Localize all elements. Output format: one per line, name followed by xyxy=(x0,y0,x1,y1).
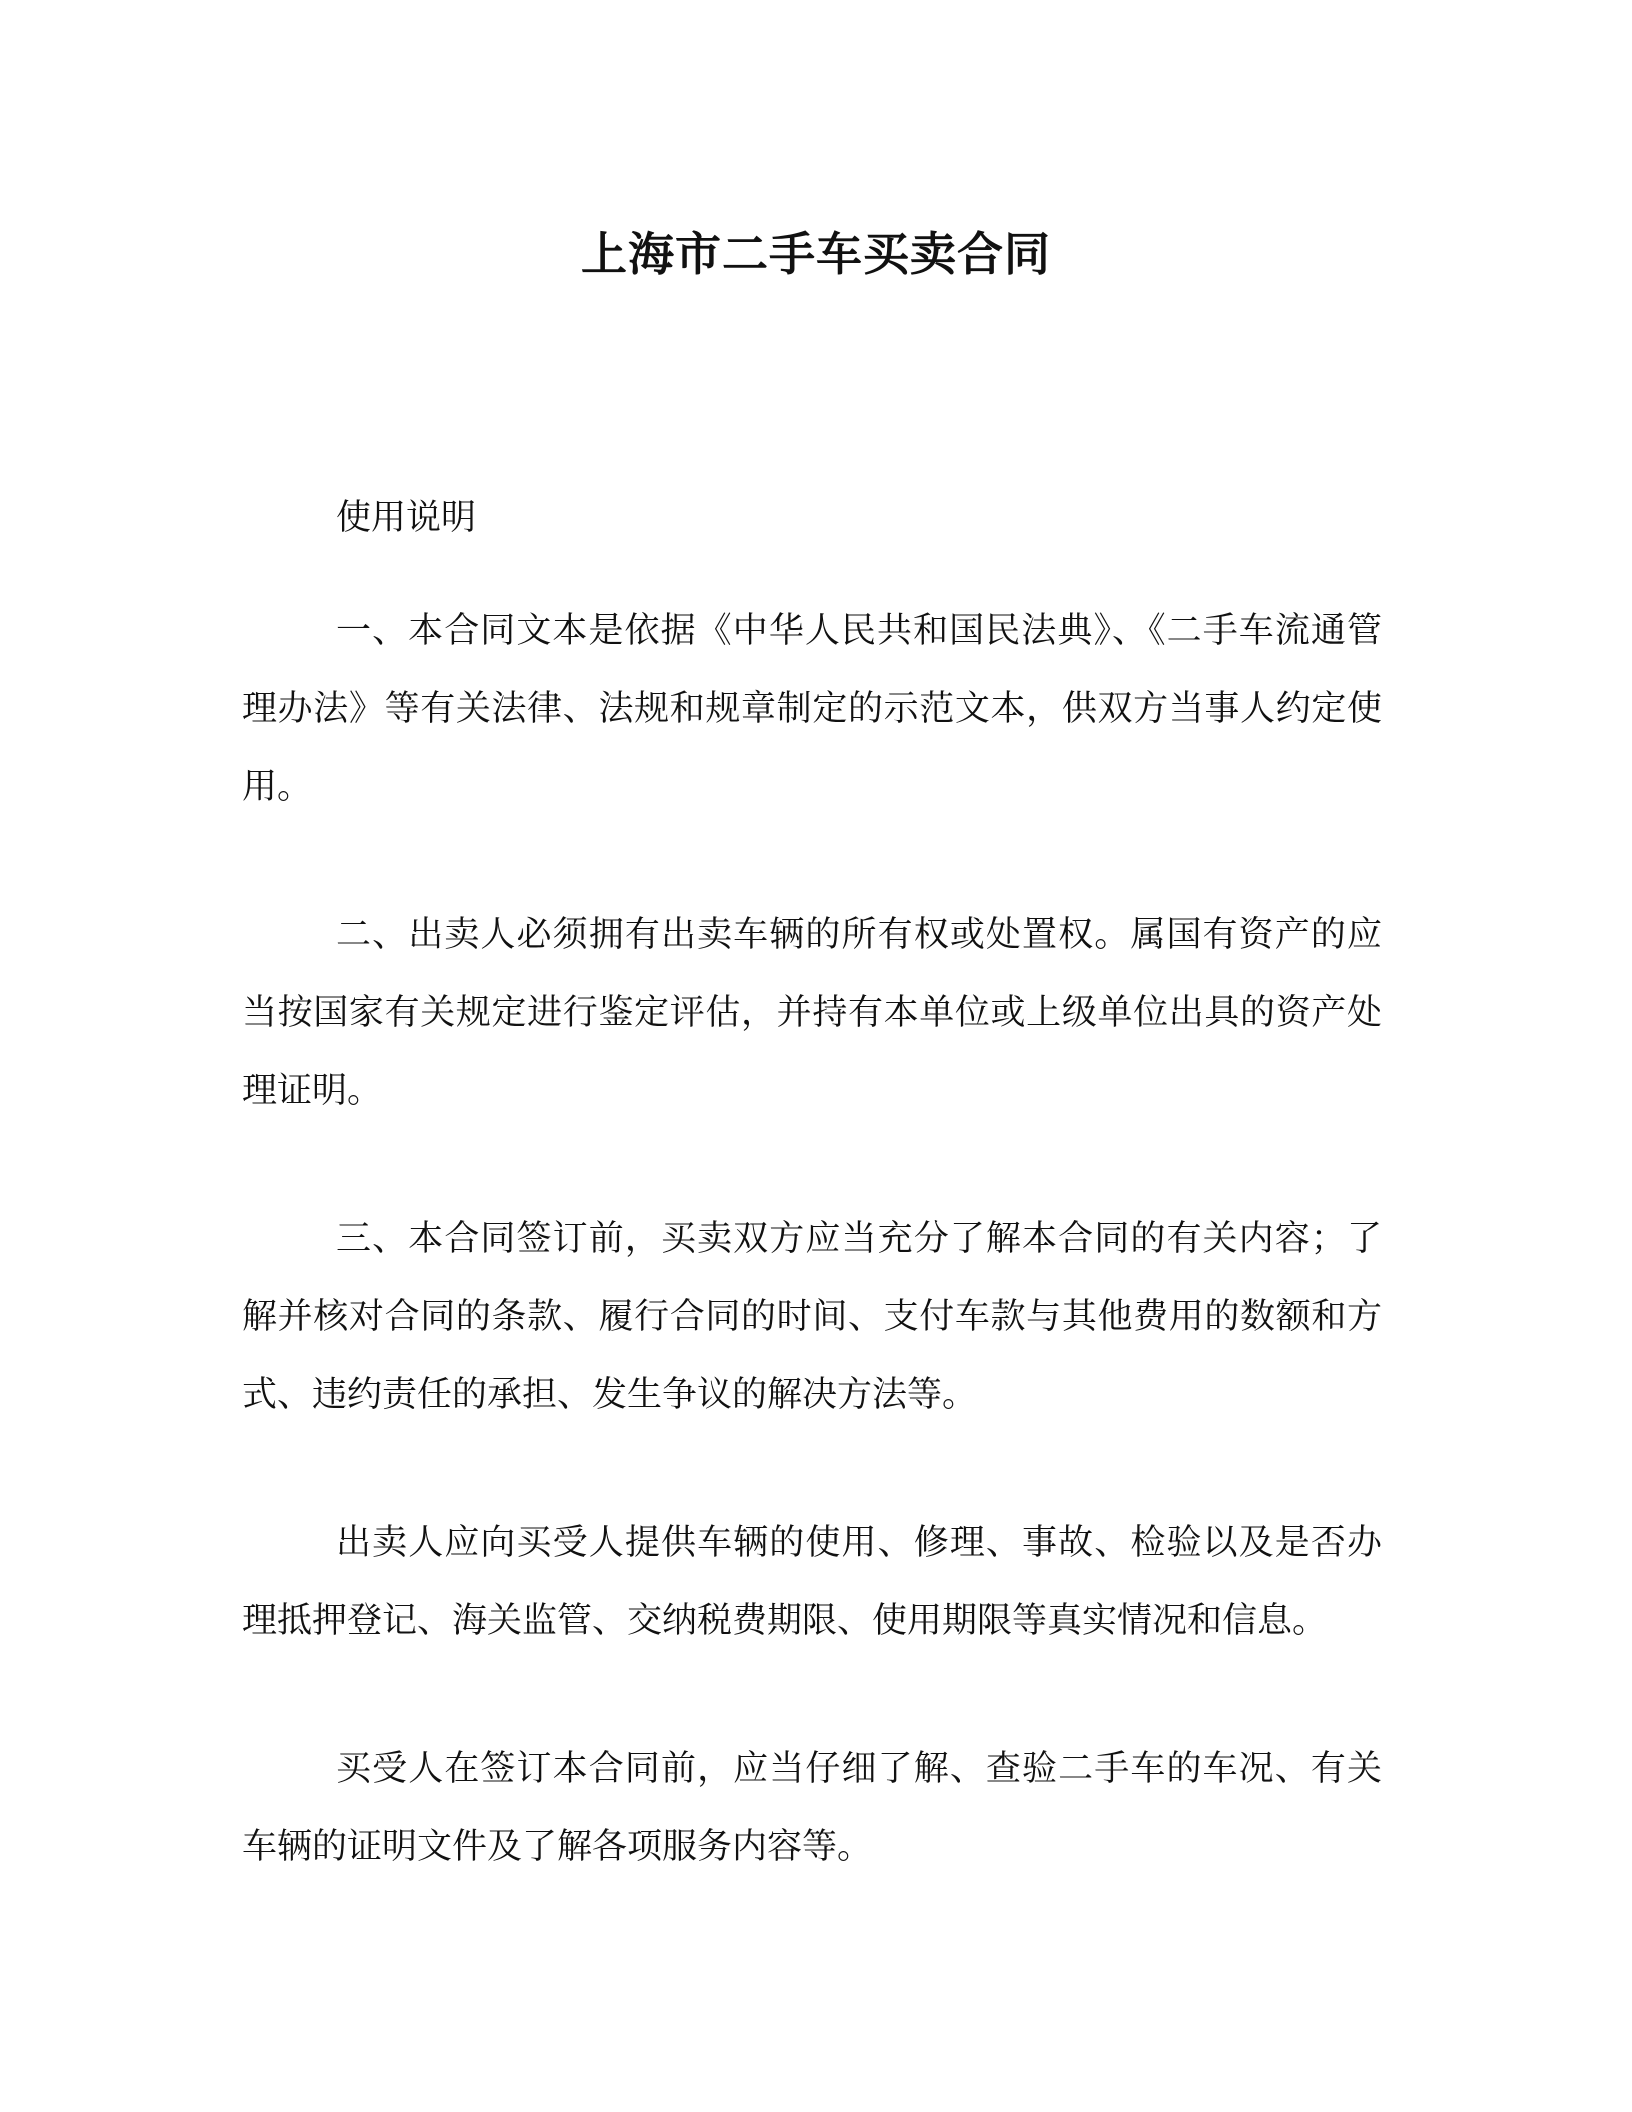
section-heading-usage-notes: 使用说明 xyxy=(336,498,477,538)
document-body xyxy=(242,488,1382,1956)
paragraph-3: 三、本合同签订前，买卖双方应当充分了解本合同的有关内容；了解并核对合同的条款、履行合同的时间、支付车款与其他费用的数额和方式、违约责任的承担、发生争议的解决方法等。 xyxy=(242,1219,1382,1415)
paragraph-1: 一、本合同文本是依据《中华人民共和国民法典》、《二手车流通管理办法》等有关法律、法规和规章制定的示范文本，供双方当事人约定使用。 xyxy=(242,611,1382,807)
paragraph-4: 出卖人应向买受人提供车辆的使用、修理、事故、检验以及是否办理抵押登记、海关监管、交纳税费期限、使用期限等真实情况和信息。 xyxy=(242,1523,1382,1641)
document-title: 上海市二手车买卖合同 xyxy=(581,227,1051,281)
paragraph-2: 二、出卖人必须拥有出卖车辆的所有权或处置权。属国有资产的应当按国家有关规定进行鉴定评估，并持有本单位或上级单位出具的资产处理证明。 xyxy=(242,915,1382,1111)
paragraph-5: 买受人在签订本合同前，应当仔细了解、查验二手车的车况、有关车辆的证明文件及了解各项服务内容等。 xyxy=(242,1749,1382,1867)
